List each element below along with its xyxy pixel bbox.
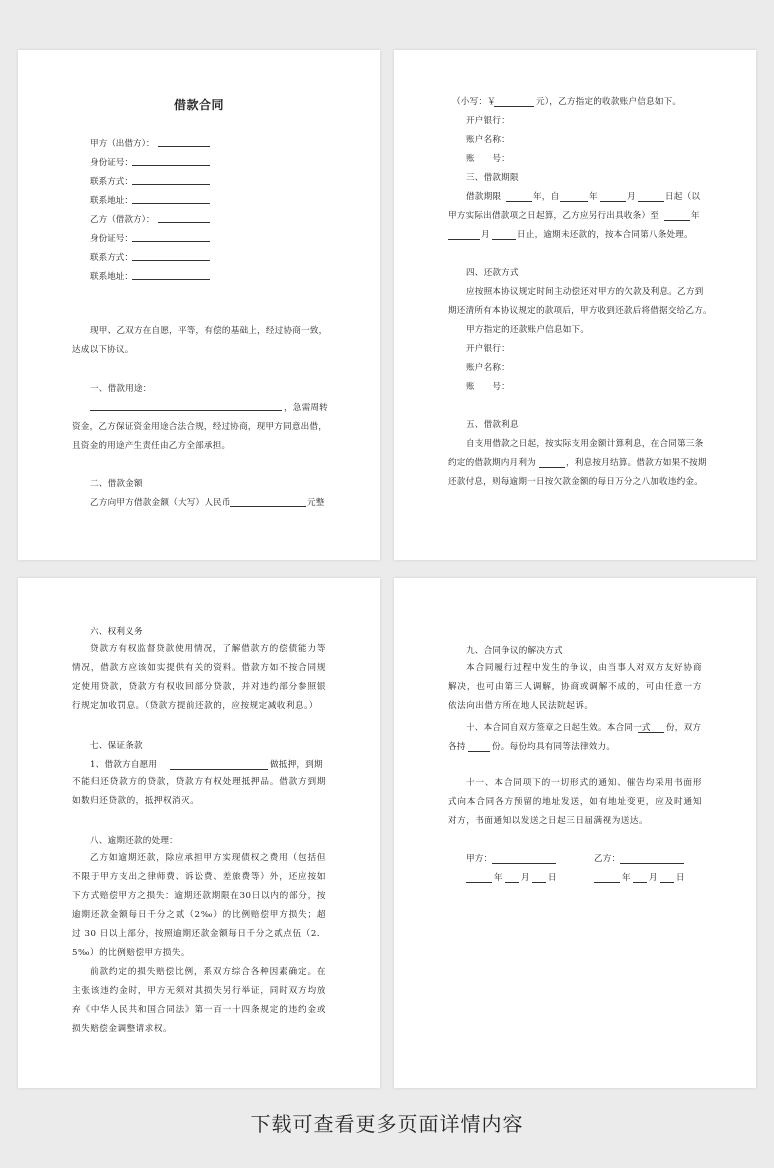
date-blank <box>505 882 519 883</box>
section-text: 乙方向甲方借款金额（大写）人民币 <box>90 498 231 508</box>
section-text: 甲方指定的还款账户信息如下。 <box>466 325 590 335</box>
account-number-label: 账 号： <box>466 154 510 164</box>
section-heading: 五、借款利息 <box>466 420 519 430</box>
document-page-3 <box>18 578 380 1088</box>
date-blank <box>633 882 647 883</box>
section-text: 1、借款方自愿用 <box>90 760 158 770</box>
section-heading: 九、合同争议的解决方式 <box>466 646 563 656</box>
signature-blank <box>492 863 556 864</box>
section-text: 年 <box>691 211 700 221</box>
section-text: 且资金的用途产生责任由乙方全部承担。 <box>72 441 231 451</box>
section-text: 年 <box>589 192 598 202</box>
field-label-contact: 联系方式： <box>90 177 133 187</box>
section-heading: 三、借款期限 <box>466 173 519 183</box>
section-text: 年，自 <box>533 192 560 202</box>
section-paragraph: 乙方如逾期还款，除应承担甲方实现债权之费用（包括但不限于甲方支出之律师费、诉讼费、差旅费等）外，还应按如下方式赔偿甲方之损失：逾期还款期限在30日以内的部分，按逾期还款金额每日千分之贰（2‰）的比例赔偿甲方损失；超过 30 日以上部分，按照逾期还款金额每日千分之贰点伍（2．5‰）的比例赔偿甲方损失。 <box>72 853 326 958</box>
section-text: 约定的借款期内月利为 <box>448 458 536 468</box>
field-label-contact: 联系方式： <box>90 253 133 263</box>
date-month: 月 <box>521 873 530 883</box>
party-b-label: 乙方： <box>594 854 621 864</box>
section-text: 日止，逾期未还款的，按本合同第八条处理。 <box>517 230 693 240</box>
date-day: 日 <box>676 873 685 883</box>
section-text: （小写：￥ <box>452 97 496 107</box>
section-text: 还款付息，则每逾期一日按欠款金额的每日万分之八加收违约金。 <box>448 477 704 487</box>
section-text: 做抵押，到期 <box>270 760 323 770</box>
field-blank <box>132 203 210 204</box>
party-a-label: 甲方： <box>466 854 493 864</box>
field-blank <box>600 201 626 202</box>
download-caption: 下载可查看更多页面详情内容 <box>250 1112 524 1136</box>
date-year: 年 <box>494 873 503 883</box>
field-blank <box>132 165 210 166</box>
field-label-address: 联系地址： <box>90 196 133 206</box>
document-page-2 <box>394 50 756 560</box>
intro-line: 现甲、乙双方在自愿，平等，有偿的基础上，经过协商一致， <box>90 326 328 336</box>
section-text: 甲方实际出借款项之日起算，乙方应另行出具收条）至 <box>448 211 660 221</box>
section-text: 各持 <box>448 742 466 752</box>
field-label-id: 身份证号： <box>90 234 133 244</box>
field-blank <box>158 222 210 223</box>
document-page-1 <box>18 50 380 560</box>
section-text: 元），乙方指定的收款账户信息如下。 <box>536 97 682 107</box>
section-text: 日起（以 <box>665 192 701 202</box>
section-text: 元整 <box>307 498 325 508</box>
section-paragraph: 不能归还贷款方的贷款，贷款方有权处理抵押品。借款方到期如数归还贷款的，抵押权消灭。 <box>72 777 326 806</box>
date-blank <box>466 882 492 883</box>
section-text: ，利息按月结算。借款方如果不按期 <box>566 458 707 468</box>
bank-label: 开户银行： <box>466 116 510 126</box>
signature-blank <box>620 863 684 864</box>
section-paragraph: 十一、本合同项下的一切形式的通知、催告均采用书面形式向本合同各方预留的地址发送，如有地址变更，应及时通知对方，书面通知以发送之日起三日届满视为送达。 <box>448 778 702 826</box>
field-blank <box>539 467 565 468</box>
field-blank <box>506 201 532 202</box>
intro-line: 达成以下协议。 <box>72 345 134 355</box>
field-blank <box>664 220 690 221</box>
field-blank <box>638 201 664 202</box>
section-paragraph: 前款约定的损失赔偿比例，系双方综合各种因素确定。在主张该违约金时，甲方无须对其损失另行举证，同时双方均放弃《中华人民共和国合同法》第一百一十四条规定的违约金或损失赔偿金调整请求权。 <box>72 967 326 1034</box>
date-month: 月 <box>649 873 658 883</box>
field-blank <box>90 410 282 411</box>
date-year: 年 <box>622 873 631 883</box>
section-text: 资金，乙方保证资金用途合法合规，经过协商，现甲方同意出借， <box>72 422 328 432</box>
section-text: 借款期限 <box>466 192 502 202</box>
section-text: 期还清所有本协议规定的款项后，甲方收到还款后将借据交给乙方。 <box>448 306 712 316</box>
account-name-label: 账户名称： <box>466 363 510 373</box>
field-blank <box>132 260 210 261</box>
field-label-address: 联系地址： <box>90 272 133 282</box>
date-day: 日 <box>548 873 557 883</box>
section-heading: 八、逾期还款的处理： <box>90 836 178 846</box>
section-heading: 四、还款方式 <box>466 268 519 278</box>
document-page-4 <box>394 578 756 1088</box>
section-paragraph: 贷款方有权监督贷款使用情况，了解借款方的偿债能力等情况，借款方应该如实提供有关的资料。借款方如不按合同规定使用贷款，贷款方有权收回部分贷款，并对违约部分参照银行规定加收罚息。（贷款方提前还款的，应按规定减收利息。） <box>72 644 326 711</box>
section-text: 十、本合同自双方签章之日起生效。本合同一式 <box>466 723 651 733</box>
section-text: 月 <box>627 192 636 202</box>
field-blank <box>132 241 210 242</box>
field-blank <box>494 106 534 107</box>
section-text: 份，双方 <box>666 723 702 733</box>
section-heading: 二、借款金额 <box>90 479 143 489</box>
field-label-id: 身份证号： <box>90 158 133 168</box>
date-blank <box>532 882 546 883</box>
section-text: ，急需周转 <box>284 403 328 413</box>
field-blank <box>560 201 588 202</box>
section-text: 自支用借款之日起，按实际支用金额计算利息，在合同第三条 <box>466 439 704 449</box>
section-paragraph: 本合同履行过程中发生的争议，由当事人对双方友好协商解决，也可由第三人调解，协商或调解不成的，可由任意一方依法向出借方所在地人民法院起诉。 <box>448 663 702 711</box>
field-blank <box>638 732 664 733</box>
field-blank <box>132 279 210 280</box>
field-blank <box>468 751 490 752</box>
field-blank <box>448 239 480 240</box>
section-heading: 六、权利义务 <box>90 627 143 637</box>
field-blank <box>132 184 210 185</box>
field-blank <box>492 239 516 240</box>
field-blank <box>158 146 210 147</box>
bank-label: 开户银行： <box>466 344 510 354</box>
section-text: 应按照本协议规定时间主动偿还对甲方的欠款及利息。乙方到 <box>466 287 704 297</box>
date-blank <box>594 882 620 883</box>
field-label-lender: 甲方（出借方）： <box>90 139 155 149</box>
field-blank <box>230 506 306 507</box>
account-number-label: 账 号： <box>466 382 510 392</box>
section-text: 月 <box>481 230 490 240</box>
date-blank <box>660 882 674 883</box>
section-heading: 七、保证条款 <box>90 741 143 751</box>
section-heading: 一、借款用途： <box>90 384 152 394</box>
contract-title: 借款合同 <box>173 98 224 112</box>
field-blank <box>170 769 268 770</box>
account-name-label: 账户名称： <box>466 135 510 145</box>
section-text: 份。每份均具有同等法律效力。 <box>492 742 616 752</box>
field-label-borrower: 乙方（借款方）： <box>90 215 155 225</box>
